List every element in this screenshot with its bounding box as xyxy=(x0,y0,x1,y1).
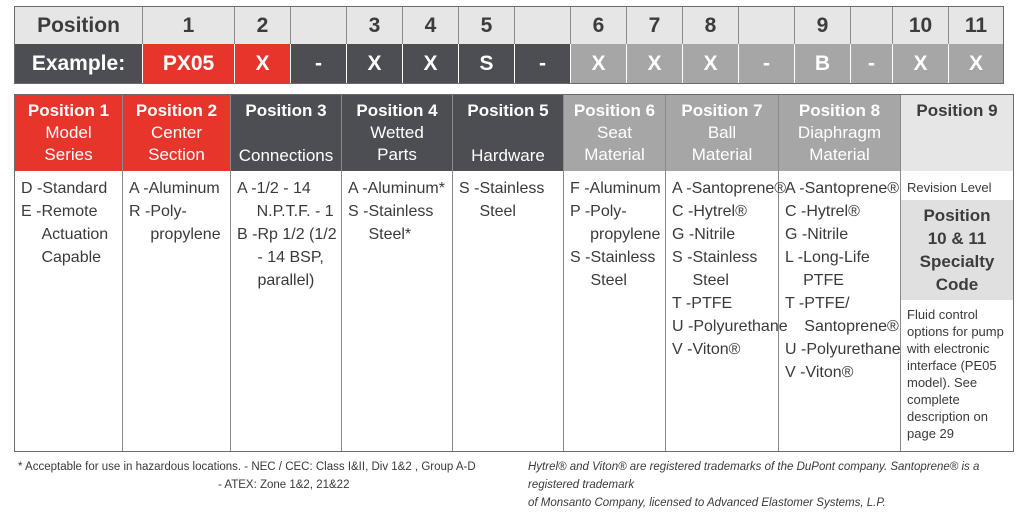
option-code: L - xyxy=(785,249,804,266)
option-code: V - xyxy=(785,364,806,381)
option-code: C - xyxy=(785,203,807,220)
example-label: Example: xyxy=(15,44,143,83)
column-subtitle: Series xyxy=(44,145,93,164)
option-value: Poly- propylene xyxy=(590,203,661,243)
position-cell: 11 xyxy=(949,7,1003,44)
option-value: Hytrel® xyxy=(806,203,860,220)
option-code: A - xyxy=(237,180,257,197)
option-code: T - xyxy=(785,295,805,312)
position-cell: 9 xyxy=(795,7,851,44)
option-value: Nitrile xyxy=(694,226,736,243)
column-position-2 xyxy=(123,95,231,451)
option-entry xyxy=(785,177,900,200)
position-cell: 7 xyxy=(627,7,683,44)
option-entry xyxy=(570,177,661,200)
column-header xyxy=(901,95,1013,171)
example-cell: X xyxy=(571,44,627,83)
footnote-line: * Acceptable for use in hazardous locations. - NEC / CEC: Class I&II, Div 1&2 , Group A-D xyxy=(18,461,476,473)
option-entry xyxy=(237,223,337,292)
position-cell xyxy=(851,7,893,44)
column-subtitle: Connections xyxy=(238,146,334,165)
option-code: U - xyxy=(785,341,807,358)
option-code: G - xyxy=(785,226,808,243)
column-subtitle: Seat xyxy=(597,123,632,142)
option-entry xyxy=(570,200,661,246)
option-entry xyxy=(785,292,899,338)
option-code: E - xyxy=(21,203,42,220)
option-code: V - xyxy=(672,341,693,358)
option-entry xyxy=(348,177,448,200)
trademark-footnote xyxy=(528,458,1028,512)
column-subtitle: Material xyxy=(584,145,645,164)
option-code: S - xyxy=(348,203,369,220)
option-value: Aluminum xyxy=(589,180,661,197)
option-value: Standard xyxy=(42,180,108,197)
option-entry xyxy=(672,177,787,200)
option-value: Viton® xyxy=(805,364,854,381)
option-value: Santoprene® xyxy=(691,180,787,197)
column-title: Position 8 xyxy=(798,101,881,120)
option-entry xyxy=(672,338,774,361)
column-position-4 xyxy=(342,95,453,451)
column-header xyxy=(231,95,341,171)
column-body xyxy=(779,171,900,451)
option-value: Nitrile xyxy=(807,226,849,243)
option-value: Aluminum xyxy=(148,180,220,197)
option-code: S - xyxy=(459,180,480,197)
column-body xyxy=(231,171,341,451)
option-value: Hytrel® xyxy=(693,203,747,220)
option-entry xyxy=(129,200,226,246)
option-entry xyxy=(785,223,896,246)
option-code: T - xyxy=(672,295,692,312)
option-code: S - xyxy=(570,249,591,266)
column-subtitle: Ball xyxy=(707,123,737,142)
example-cell: - xyxy=(291,44,347,83)
position-cell: 6 xyxy=(571,7,627,44)
option-value: Stainless Steel* xyxy=(368,203,434,243)
column-position-9 xyxy=(901,95,1013,451)
option-entry xyxy=(459,177,559,223)
position-cell: 2 xyxy=(235,7,291,44)
footnote-line: Hytrel® and Viton® are registered trademarks of the DuPont company. Santoprene® is a registered trademark xyxy=(528,461,980,491)
column-header xyxy=(453,95,563,171)
column-position-8 xyxy=(779,95,901,451)
option-code: A - xyxy=(785,180,805,197)
column-header xyxy=(666,95,778,171)
example-cell: X xyxy=(627,44,683,83)
position-cell xyxy=(291,7,347,44)
option-entry xyxy=(570,246,661,292)
column-body xyxy=(342,171,452,451)
column-title: Position 6 xyxy=(573,101,656,120)
column-subtitle: Wetted xyxy=(370,123,424,142)
column-position-1 xyxy=(15,95,123,451)
column-subtitle: Hardware xyxy=(471,146,545,165)
option-value: PTFE xyxy=(691,295,733,312)
position-cell: 1 xyxy=(143,7,235,44)
footnote-line: of Monsanto Company, licensed to Advanced Elastomer Systems, L.P. xyxy=(528,497,886,509)
option-code: S - xyxy=(672,249,693,266)
column-title: Position 5 xyxy=(467,101,549,120)
specialty-title: Specialty xyxy=(919,252,995,271)
option-code: A - xyxy=(129,180,149,197)
column-subtitle: Material xyxy=(691,145,753,164)
column-body xyxy=(15,171,122,451)
example-cell: X xyxy=(949,44,1003,83)
specialty-title: Code xyxy=(935,275,979,294)
option-entry xyxy=(785,338,901,361)
column-subtitle: Model xyxy=(45,123,92,142)
option-code: B - xyxy=(237,226,258,243)
option-entry xyxy=(785,361,896,384)
column-header xyxy=(123,95,230,171)
column-position-5 xyxy=(453,95,564,451)
column-position-6 xyxy=(564,95,666,451)
column-title: Position 4 xyxy=(356,101,438,120)
option-value: Stainless Steel xyxy=(479,180,545,220)
position-cell: 3 xyxy=(347,7,403,44)
option-code: D - xyxy=(21,180,43,197)
example-cell: B xyxy=(795,44,851,83)
column-subtitle: Center xyxy=(150,123,203,142)
option-value: Santoprene® xyxy=(804,180,900,197)
example-cell: PX05 xyxy=(143,44,235,83)
hazardous-footnote xyxy=(18,458,476,494)
column-header xyxy=(779,95,900,171)
option-entry xyxy=(129,177,226,200)
option-entry xyxy=(672,223,774,246)
example-cell: X xyxy=(347,44,403,83)
option-value: Aluminum* xyxy=(367,180,445,197)
column-subtitle: Material xyxy=(809,145,870,164)
option-value: Stainless Steel xyxy=(692,249,758,289)
option-value: PTFE/ Santoprene® xyxy=(804,295,899,335)
option-code: P - xyxy=(570,203,591,220)
example-cell: - xyxy=(739,44,795,83)
option-code: C - xyxy=(672,203,694,220)
option-value: Viton® xyxy=(692,341,741,358)
option-code: U - xyxy=(672,318,694,335)
position-cell: 10 xyxy=(893,7,949,44)
column-body xyxy=(901,171,1013,451)
specialty-code-box xyxy=(901,200,1013,300)
column-title: Position 2 xyxy=(135,101,218,120)
option-entry xyxy=(785,246,896,292)
specialty-description: Fluid control options for pump with electronic interface (PE05 model). See complete description on page 29 xyxy=(907,307,1004,441)
column-subtitle: Diaphragm xyxy=(797,123,882,142)
option-code: A - xyxy=(348,180,368,197)
option-value: Rp 1/2 (1/2 - 14 BSP, parallel) xyxy=(257,226,337,289)
option-entry xyxy=(237,177,337,223)
option-value: Polyurethane xyxy=(806,341,901,358)
position-cell: 4 xyxy=(403,7,459,44)
column-header xyxy=(564,95,665,171)
option-code: A - xyxy=(672,180,692,197)
position-cell xyxy=(739,7,795,44)
position-example-strip xyxy=(14,6,1004,84)
column-header xyxy=(15,95,122,171)
column-title: Position 1 xyxy=(27,101,110,120)
example-cell: - xyxy=(515,44,571,83)
column-title: Position 7 xyxy=(681,101,763,120)
option-value: Polyurethane xyxy=(693,318,788,335)
option-entry xyxy=(785,200,896,223)
column-title: Position 9 xyxy=(916,101,998,120)
position-cell xyxy=(515,7,571,44)
position-label: Position xyxy=(15,7,143,44)
option-entry xyxy=(21,177,118,200)
option-entry xyxy=(21,200,118,269)
option-value: Stainless Steel xyxy=(590,249,656,289)
option-value: Remote Actuation Capable xyxy=(41,203,109,266)
column-header xyxy=(342,95,452,171)
example-cell: - xyxy=(851,44,893,83)
revision-level-label: Revision Level xyxy=(907,180,992,195)
option-entry xyxy=(348,200,448,246)
specialty-title: Position xyxy=(923,206,991,225)
option-entry xyxy=(672,246,774,292)
example-cell: X xyxy=(683,44,739,83)
option-entry xyxy=(672,200,774,223)
option-code: G - xyxy=(672,226,695,243)
option-entry xyxy=(672,315,788,338)
column-body xyxy=(564,171,665,451)
column-position-7 xyxy=(666,95,788,451)
column-subtitle: Parts xyxy=(377,145,417,164)
option-value: 1/2 - 14 N.P.T.F. - 1 xyxy=(256,180,334,220)
column-title: Position 3 xyxy=(245,101,327,120)
option-value: Poly- propylene xyxy=(150,203,221,243)
column-body xyxy=(123,171,230,451)
example-cell: X xyxy=(235,44,291,83)
example-cell: X xyxy=(893,44,949,83)
column-subtitle: Section xyxy=(148,145,205,164)
model-code-grid xyxy=(14,94,1014,452)
column-body xyxy=(453,171,563,451)
example-cell: S xyxy=(459,44,515,83)
option-value: Long-Life PTFE xyxy=(803,249,870,289)
specialty-title: 10 & 11 xyxy=(927,229,987,248)
position-cell: 8 xyxy=(683,7,739,44)
example-cell: X xyxy=(403,44,459,83)
column-position-3 xyxy=(231,95,342,451)
footnote-line: - ATEX: Zone 1&2, 21&22 xyxy=(218,479,350,491)
option-code: R - xyxy=(129,203,151,220)
column-body xyxy=(666,171,788,451)
position-cell: 5 xyxy=(459,7,515,44)
option-code: F - xyxy=(570,180,590,197)
option-entry xyxy=(672,292,774,315)
